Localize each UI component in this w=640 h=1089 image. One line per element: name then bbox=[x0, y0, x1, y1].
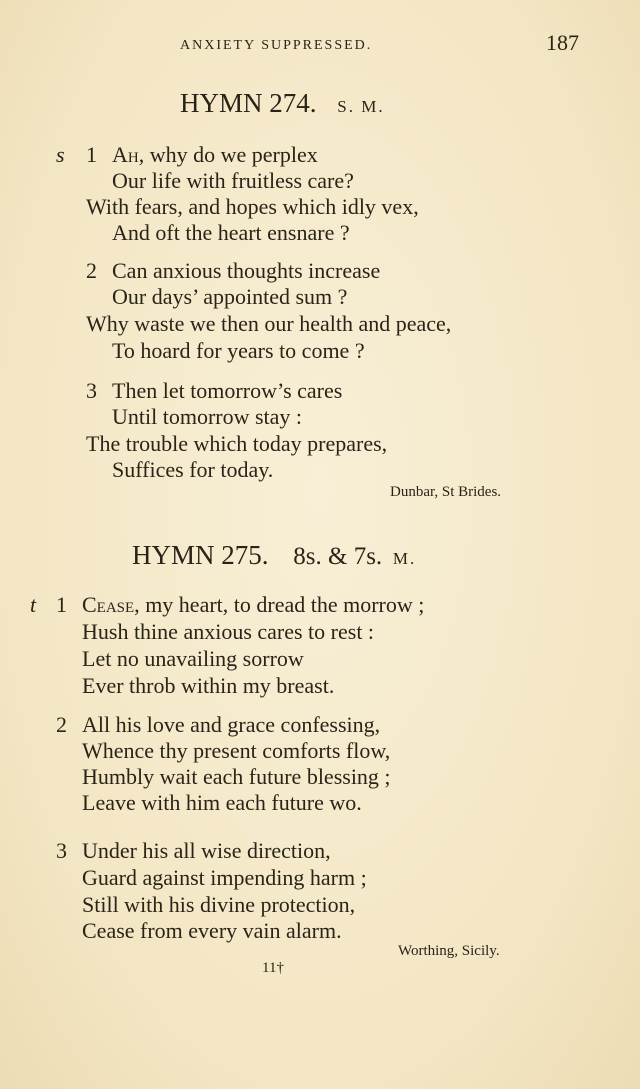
verse-line: Guard against impending harm ; bbox=[82, 865, 367, 890]
verse-line: Whence thy present comforts flow, bbox=[82, 738, 391, 763]
verse-line-text: my heart, to dread the morrow ; bbox=[145, 592, 425, 617]
verse-line: Ever throb within my breast. bbox=[82, 673, 335, 698]
verse-line-text: why do we perplex bbox=[149, 142, 318, 167]
verse-line: And oft the heart ensnare ? bbox=[112, 220, 350, 245]
signature-mark: 11† bbox=[262, 960, 284, 976]
hymn-meter: 8s. & 7s. bbox=[293, 543, 383, 570]
verse-line: Still with his divine protection, bbox=[82, 892, 356, 917]
hymn-meter: S. M. bbox=[337, 97, 385, 116]
stanza-number: 1 bbox=[86, 142, 97, 167]
stanza-number: 2 bbox=[56, 712, 67, 737]
verse-line: Let no unavailing sorrow bbox=[82, 646, 304, 671]
verse-first-word: Ah, bbox=[112, 142, 145, 167]
hymn-meter-suffix: M. bbox=[392, 549, 417, 568]
hymn-title bbox=[132, 540, 416, 571]
tune-names: Dunbar, St Brides. bbox=[390, 484, 502, 500]
page-number: 187 bbox=[546, 30, 579, 55]
verse-line: Until tomorrow stay : bbox=[112, 404, 303, 429]
hymn-title bbox=[180, 88, 385, 119]
verse-line: To hoard for years to come ? bbox=[112, 338, 365, 363]
verse-line: Leave with him each future wo. bbox=[82, 790, 362, 815]
verse-line: Hush thine anxious cares to rest : bbox=[82, 619, 375, 644]
verse-line: Our life with fruitless care? bbox=[112, 168, 354, 193]
stanza-number: 3 bbox=[56, 838, 67, 863]
performance-mark: s bbox=[56, 142, 65, 167]
verse-line: Humbly wait each future blessing ; bbox=[82, 764, 391, 789]
verse-line: Cease from every vain alarm. bbox=[82, 918, 342, 943]
verse-line: Why waste we then our health and peace, bbox=[86, 311, 452, 336]
stanza-number: 1 bbox=[56, 592, 67, 617]
running-head: ANXIETY SUPPRESSED. bbox=[180, 38, 373, 53]
verse-line bbox=[112, 142, 318, 168]
verse-line: Suffices for today. bbox=[112, 457, 274, 482]
verse-line: Can anxious thoughts increase bbox=[112, 258, 381, 283]
stanza-number: 2 bbox=[86, 258, 97, 283]
verse-line: Under his all wise direction, bbox=[82, 838, 331, 863]
verse-line: All his love and grace confessing, bbox=[82, 712, 381, 737]
hymn-number: HYMN 274. bbox=[180, 88, 317, 118]
hymn-number: HYMN 275. bbox=[132, 540, 269, 570]
performance-mark: t bbox=[30, 592, 37, 617]
verse-first-word: Cease, bbox=[82, 592, 140, 617]
verse-line: Then let tomorrow’s cares bbox=[112, 378, 343, 403]
verse-line: Our days’ appointed sum ? bbox=[112, 284, 348, 309]
verse-line: The trouble which today prepares, bbox=[86, 431, 388, 456]
stanza-number: 3 bbox=[86, 378, 97, 403]
verse-line: With fears, and hopes which idly vex, bbox=[86, 194, 419, 219]
tune-names: Worthing, Sicily. bbox=[398, 943, 500, 959]
verse-line bbox=[82, 592, 424, 618]
